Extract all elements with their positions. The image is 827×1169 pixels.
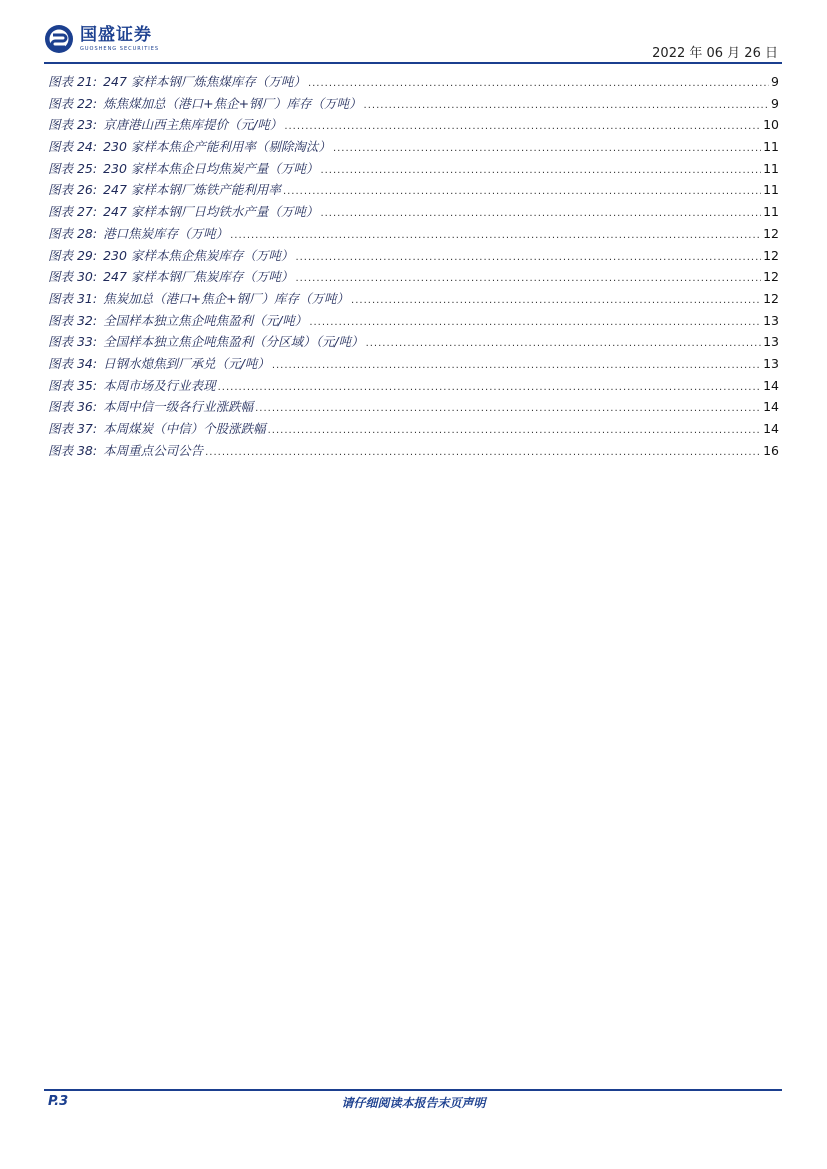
toc-leader-dots xyxy=(320,165,761,176)
toc-entry-label: 图表 29: xyxy=(48,247,98,263)
toc-leader-dots xyxy=(308,78,769,89)
toc-entry[interactable] xyxy=(48,376,779,398)
toc-leader-dots xyxy=(309,317,761,328)
toc-entry-page: 12 xyxy=(763,269,779,285)
toc-entry-page: 11 xyxy=(763,182,779,198)
toc-entry-title: 230 家样本焦企日均焦炭产量（万吨） xyxy=(103,160,319,176)
toc-entry[interactable] xyxy=(48,311,779,333)
toc-entry-label: 图表 26: xyxy=(48,182,98,198)
toc-entry[interactable] xyxy=(48,419,779,441)
brand-logo xyxy=(44,24,159,54)
toc-leader-dots xyxy=(364,100,770,111)
toc-entry-label: 图表 27: xyxy=(48,204,98,220)
toc-entry[interactable] xyxy=(48,354,779,376)
toc-entry-label: 图表 31: xyxy=(48,290,98,306)
toc-leader-dots xyxy=(205,447,761,458)
toc-entry-title: 本周重点公司公告 xyxy=(103,442,204,458)
toc-entry-page: 9 xyxy=(771,95,779,111)
toc-entry-label: 图表 36: xyxy=(48,399,98,415)
toc-entry-title: 247 家样本钢厂焦炭库存（万吨） xyxy=(103,269,294,285)
toc-entry-label: 图表 33: xyxy=(48,334,98,350)
toc-leader-dots xyxy=(230,230,761,241)
toc-leader-dots xyxy=(366,338,762,349)
toc-entry[interactable] xyxy=(48,72,779,94)
toc-entry-title: 本周中信一级各行业涨跌幅 xyxy=(103,399,254,415)
toc-entry-page: 12 xyxy=(763,247,779,263)
table-of-contents xyxy=(48,72,779,462)
toc-entry-label: 图表 38: xyxy=(48,442,98,458)
toc-entry-page: 14 xyxy=(763,377,779,393)
toc-entry-title: 230 家样本焦企产能利用率（剔除淘汰） xyxy=(103,139,331,155)
toc-entry-page: 12 xyxy=(763,290,779,306)
toc-entry-title: 247 家样本钢厂日均铁水产量（万吨） xyxy=(103,204,319,220)
toc-entry[interactable] xyxy=(48,94,779,116)
toc-entry[interactable] xyxy=(48,289,779,311)
toc-entry-page: 11 xyxy=(763,139,779,155)
toc-entry-label: 图表 34: xyxy=(48,355,98,371)
toc-entry[interactable] xyxy=(48,441,779,463)
toc-entry-page: 13 xyxy=(763,334,779,350)
toc-entry-title: 焦炭加总（港口+焦企+钢厂）库存（万吨） xyxy=(103,290,350,306)
toc-leader-dots xyxy=(295,273,761,284)
toc-entry-page: 10 xyxy=(763,117,779,133)
toc-entry-page: 14 xyxy=(763,421,779,436)
toc-entry[interactable] xyxy=(48,246,779,268)
toc-entry-label: 图表 30: xyxy=(48,269,98,285)
footer-disclaimer: 请仔细阅读本报告末页声明 xyxy=(341,1096,486,1110)
toc-entry-title: 本周煤炭（中信）个股涨跌幅 xyxy=(103,421,266,436)
toc-entry-label: 图表 35: xyxy=(48,377,98,393)
footer-page-number: P.3 xyxy=(48,1094,69,1109)
toc-entry-title: 全国样本独立焦企吨焦盈利（分区域）（元/吨） xyxy=(103,334,364,350)
toc-entry-label: 图表 21: xyxy=(48,74,98,89)
toc-entry-label: 图表 22: xyxy=(48,95,98,111)
toc-entry-page: 13 xyxy=(763,312,779,328)
toc-entry[interactable] xyxy=(48,224,779,246)
toc-leader-dots xyxy=(218,382,761,393)
brand-logo-icon xyxy=(44,24,74,54)
toc-entry-title: 本周市场及行业表现 xyxy=(103,377,216,393)
toc-entry[interactable] xyxy=(48,159,779,181)
toc-entry[interactable] xyxy=(48,115,779,137)
toc-entry-title: 港口焦炭库存（万吨） xyxy=(103,225,229,241)
toc-entry-label: 图表 32: xyxy=(48,312,98,328)
toc-entry-label: 图表 25: xyxy=(48,160,98,176)
toc-entry-title: 247 家样本钢厂炼铁产能利用率 xyxy=(103,182,281,198)
toc-entry-page: 11 xyxy=(763,204,779,220)
toc-leader-dots xyxy=(284,121,761,132)
toc-leader-dots xyxy=(295,252,761,263)
toc-entry-label: 图表 24: xyxy=(48,139,98,155)
toc-entry[interactable] xyxy=(48,332,779,354)
brand-subtitle: GUOSHENG SECURITIES xyxy=(80,46,160,52)
toc-entry-label: 图表 28: xyxy=(48,225,98,241)
toc-entry-page: 14 xyxy=(763,399,779,415)
toc-entry[interactable] xyxy=(48,180,779,202)
toc-leader-dots xyxy=(351,295,761,306)
toc-leader-dots xyxy=(255,403,761,414)
toc-leader-dots xyxy=(283,186,761,197)
toc-entry[interactable] xyxy=(48,267,779,289)
toc-entry-page: 11 xyxy=(763,160,779,176)
toc-entry[interactable] xyxy=(48,137,779,159)
toc-entry-label: 图表 23: xyxy=(48,117,98,133)
toc-entry[interactable] xyxy=(48,202,779,224)
toc-entry-label: 图表 37: xyxy=(48,421,98,436)
toc-entry-title: 炼焦煤加总（港口+焦企+钢厂）库存（万吨） xyxy=(103,95,362,111)
header-divider xyxy=(44,62,782,64)
toc-entry-title: 日钢水熄焦到厂承兑（元/吨） xyxy=(103,355,270,371)
toc-leader-dots xyxy=(320,208,761,219)
toc-leader-dots xyxy=(268,425,761,436)
report-date: 2022 年 06 月 26 日 xyxy=(652,46,778,61)
toc-leader-dots xyxy=(272,360,761,371)
toc-entry-title: 全国样本独立焦企吨焦盈利（元/吨） xyxy=(103,312,308,328)
toc-leader-dots xyxy=(333,143,761,154)
toc-entry-page: 9 xyxy=(771,74,779,89)
toc-entry-title: 京唐港山西主焦库提价（元/吨） xyxy=(103,117,283,133)
toc-entry-title: 247 家样本钢厂炼焦煤库存（万吨） xyxy=(103,74,306,89)
brand-name: 国盛证券 xyxy=(80,25,152,45)
toc-entry-page: 13 xyxy=(763,355,779,371)
toc-entry-page: 12 xyxy=(763,225,779,241)
page-header xyxy=(44,22,782,66)
toc-entry-page: 16 xyxy=(763,442,779,458)
footer-divider xyxy=(44,1089,782,1091)
toc-entry-title: 230 家样本焦企焦炭库存（万吨） xyxy=(103,247,294,263)
toc-entry[interactable] xyxy=(48,397,779,419)
